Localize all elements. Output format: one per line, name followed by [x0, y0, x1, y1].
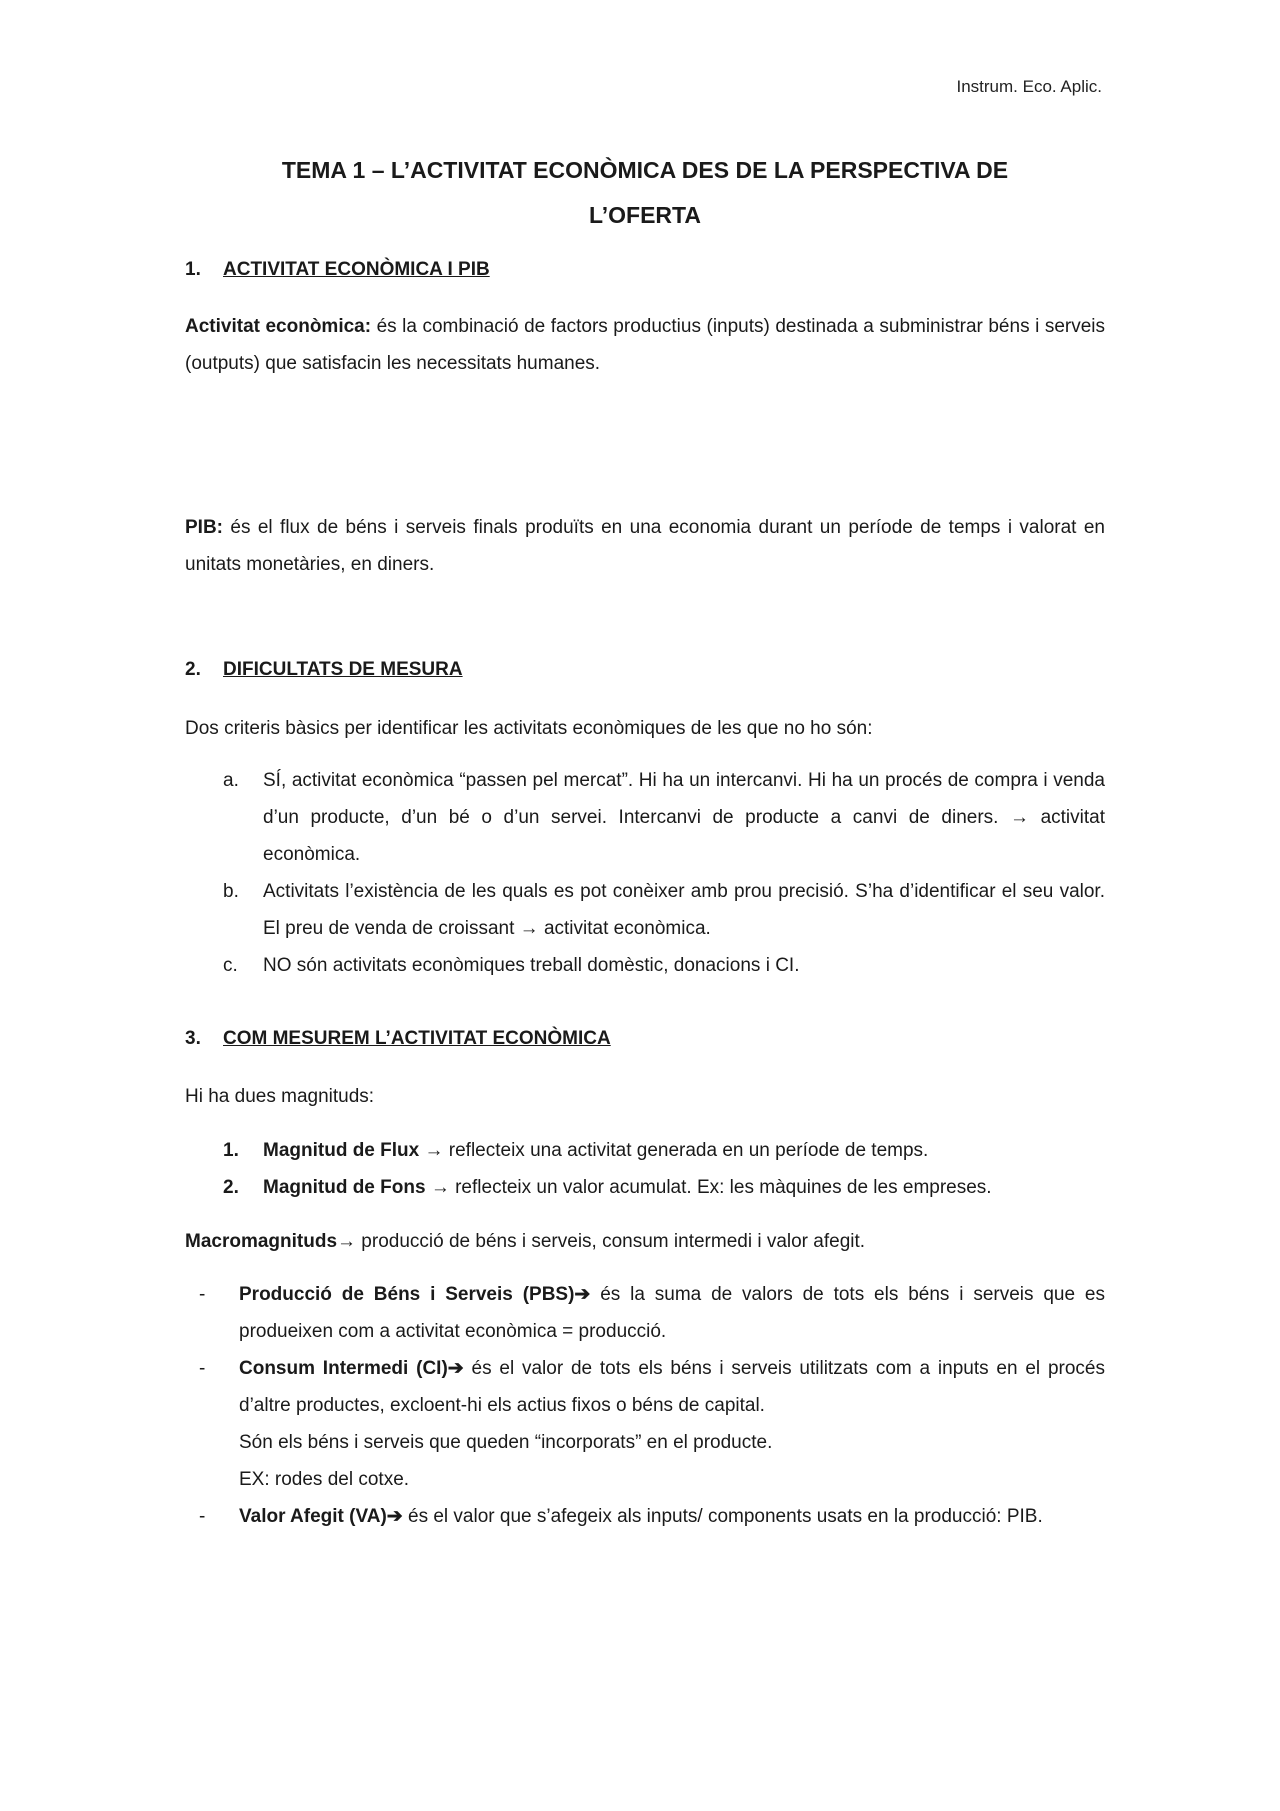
dash-marker: - — [199, 1358, 206, 1379]
list-item — [185, 1132, 1105, 1169]
section-number: 1. — [185, 259, 201, 280]
definition-term: Activitat econòmica: — [185, 316, 372, 337]
arrow-icon: → — [337, 1231, 357, 1252]
section-number: 3. — [185, 1028, 201, 1049]
bullet-item — [185, 1350, 1105, 1498]
list-item — [185, 762, 1105, 873]
definition-activitat — [185, 308, 1105, 382]
list-item-text: SÍ, activitat econòmica “passen pel mercat”. Hi ha un intercanvi. Hi ha un procés de compra i venda d’un producte, d’un bé o d’un servei. Intercanvi de producte a canvi de diners. → activitat econòmica. — [263, 770, 1105, 865]
macromagnituds-line: Macromagnituds→ producció de béns i serveis, consum intermedi i valor afegit. — [185, 1231, 866, 1252]
definition-term: PIB: — [185, 517, 223, 538]
arrow-icon: → — [430, 1177, 450, 1198]
bullet-text: Producció de Béns i Serveis (PBS)➔ és la suma de valors de tots els béns i serveis que es produeixen com a activitat econòmica = producció. — [239, 1284, 1105, 1342]
bullet-extra: Són els béns i serveis que queden “incorporats” en el producte. — [239, 1432, 773, 1453]
list-marker: c. — [223, 955, 238, 976]
list-item-text: Activitats l’existència de les quals es pot conèixer amb prou precisió. S’ha d’identificar el seu valor. El preu de venda de croissant → activitat econòmica. — [263, 881, 1105, 939]
title-line-1: TEMA 1 – L’ACTIVITAT ECONÒMICA DES DE LA PERSPECTIVA DE — [281, 157, 1009, 183]
arrow-icon: ➔ — [386, 1506, 403, 1527]
definition-text: és la combinació de factors productius (inputs) destinada a subministrar béns i serveis (outputs) que satisfacin les necessitats humanes. — [185, 316, 1106, 374]
title-line-2: L’OFERTA — [588, 202, 701, 228]
arrow-icon: ➔ — [574, 1284, 591, 1305]
bullet-text: Valor Afegit (VA)➔ és el valor que s’afegeix als inputs/ components usats en la producció: PIB. — [239, 1506, 1043, 1527]
section-title: COM MESUREM L’ACTIVITAT ECONÒMICA — [223, 1028, 611, 1049]
definition-text: és el flux de béns i serveis finals produïts en una economia durant un període de temps i valorat en unitats monetàries, en diners. — [185, 517, 1105, 575]
bullet-item — [185, 1498, 1105, 1535]
section-3-intro: Hi ha dues magnituds: — [185, 1086, 375, 1107]
section-1-heading — [185, 259, 490, 281]
arrow-icon: → — [424, 1140, 444, 1161]
section-number: 2. — [185, 659, 201, 680]
list-marker: a. — [223, 770, 239, 791]
dash-marker: - — [199, 1284, 206, 1305]
list-item-text: NO són activitats econòmiques treball domèstic, donacions i CI. — [263, 955, 800, 976]
list-item — [185, 873, 1105, 947]
document-title — [185, 148, 1105, 238]
arrow-icon: ➔ — [447, 1358, 464, 1379]
section-title: DIFICULTATS DE MESURA — [223, 659, 463, 680]
macro-term: Macromagnituds — [185, 1231, 338, 1252]
list-marker: 2. — [223, 1177, 239, 1198]
section-2-heading — [185, 659, 463, 681]
list-item — [185, 947, 1105, 984]
bullet-text: Consum Intermedi (CI)➔ és el valor de tots els béns i serveis utilitzats com a inputs en el procés d’altre productes, excloent-hi els actius fixos o béns de capital. Són els béns i serveis que queden “incorporats” en el producte. EX: rodes del cotxe. — [239, 1350, 1105, 1498]
section-2-intro: Dos criteris bàsics per identificar les activitats econòmiques de les que no ho són: — [185, 718, 873, 739]
list-item — [185, 1169, 1105, 1206]
arrow-icon: → — [1010, 807, 1030, 828]
page-header: Instrum. Eco. Aplic. — [956, 77, 1102, 96]
dash-marker: - — [199, 1506, 206, 1527]
definition-pib — [185, 509, 1105, 583]
list-item-text: Magnitud de Fons → reflecteix un valor acumulat. Ex: les màquines de les empreses. — [263, 1177, 992, 1198]
bullet-extra: EX: rodes del cotxe. — [239, 1469, 410, 1490]
arrow-icon: → — [519, 918, 539, 939]
section-title: ACTIVITAT ECONÒMICA I PIB — [223, 259, 490, 280]
list-item-text: Magnitud de Flux → reflecteix una activitat generada en un període de temps. — [263, 1140, 929, 1161]
bullet-item — [185, 1276, 1105, 1350]
list-marker: b. — [223, 881, 239, 902]
section-3-heading — [185, 1028, 611, 1050]
list-marker: 1. — [223, 1140, 239, 1161]
